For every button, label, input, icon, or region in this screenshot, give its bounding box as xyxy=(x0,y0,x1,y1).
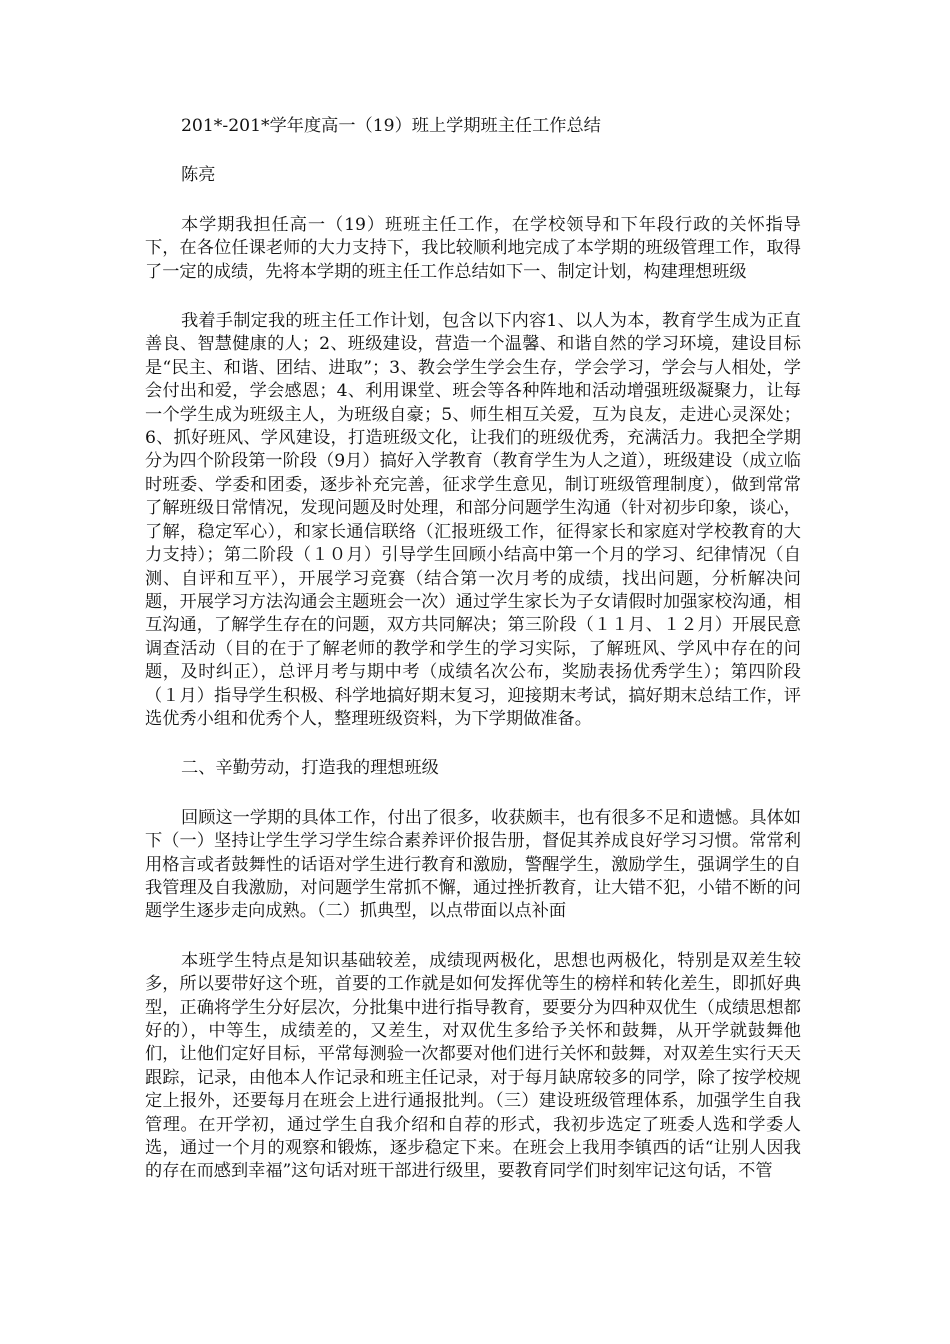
document-page xyxy=(145,115,801,1184)
section-heading-2: 二、辛勤劳动，打造我的理想班级 xyxy=(181,758,439,779)
document-title: 201*-201*学年度高一（19）班上学期班主任工作总结 xyxy=(181,116,601,136)
paragraph-1: 本学期我担任高一（19）班班主任工作，在学校领导和下年段行政的关怀指导下，在各位任课老师的大力支持下，我比较顺利地完成了本学期的班级管理工作，取得了一定的成绩，先将本学期的班主任工作总结如下一、制定计划，构建理想班级 xyxy=(145,214,801,282)
paragraph-2: 我着手制定我的班主任工作计划，包含以下内容1、以人为本，教育学生成为正直善良、智慧健康的人；2、班级建设，营造一个温馨、和谐自然的学习环境，建设目标是“民主、和谐、团结、进取”；3、教会学生学会生存，学会学习，学会与人相处，学会付出和爱，学会感恩；4、利用课堂、班会等各种阵地和活动增强班级凝聚力，让每一个学生成为班级主人，为班级自豪；5、师生相互关爱，互为良友，走进心灵深处；6、抓好班风、学风建设，打造班级文化，让我们的班级优秀，充满活力。我把全学期分为四个阶段第一阶段（9月）搞好入学教育（教育学生为人之道），班级建设（成立临时班委、学委和团委，逐步补充完善，征求学生意见，制订班级管理制度），做到常常了解班级日常情况，发现问题及时处理，和部分问题学生沟通（针对初步印象，谈心，了解，稳定军心），和家长通信联络（汇报班级工作，征得家长和家庭对学校教育的大力支持）；第二阶段（１０月）引导学生回顾小结高中第一个月的学习、纪律情况（自测、自评和互平），开展学习竞赛（结合第一次月考的成绩，找出问题，分析解决问题，开展学习方法沟通会主题班会一次）通过学生家长为子女请假时加强家校沟通，相互沟通，了解学生存在的问题，双方共同解决；第三阶段（１１月、１２月）开展民意调查活动（目的在于了解老师的教学和学生的学习实际，了解班风、学风中存在的问题，及时纠正），总评月考与期中考（成绩名次公布，奖励表扬优秀学生）；第四阶段（１月）指导学生积极、科学地搞好期末复习，迎接期末考试，搞好期末总结工作，评选优秀小组和优秀个人，整理班级资料，为下学期做准备。 xyxy=(145,311,801,729)
document-author: 陈亮 xyxy=(181,165,216,186)
paragraph-3: 回顾这一学期的具体工作，付出了很多，收获颇丰，也有很多不足和遗憾。具体如下（一）坚持让学生学习学生综合素养评价报告册，督促其养成良好学习习惯。常常利用格言或者鼓舞性的话语对学生进行教育和激励，警醒学生，激励学生，强调学生的自我管理及自我激励，对问题学生常抓不懈，通过挫折教育，让大错不犯，小错不断的问题学生逐步走向成熟。（二）抓典型，以点带面以点补面 xyxy=(145,807,801,922)
paragraph-4: 本班学生特点是知识基础较差，成绩现两极化，思想也两极化，特别是双差生较多，所以要带好这个班，首要的工作就是如何发挥优等生的榜样和转化差生，即抓好典型，正确将学生分好层次，分批集中进行指导教育，要要分为四种双优生（成绩思想都好的），中等生，成绩差的，又差生，对双优生多给予关怀和鼓舞，从开学就鼓舞他们，让他们定好目标，平常每测验一次都要对他们进行关怀和鼓舞，对双差生实行天天跟踪，记录，由他本人作记录和班主任记录，对于每月缺席较多的同学，除了按学校规定上报外，还要每月在班会上进行通报批判。（三）建设班级管理体系，加强学生自我管理。在开学初，通过学生自我介绍和自荐的形式，我初步选定了班委人选和学委人选，通过一个月的观察和锻炼，逐步稳定下来。在班会上我用李镇西的话“让别人因我的存在而感到幸福”这句话对班干部进行级里，要教育同学们时刻牢记这句话，不管 xyxy=(145,950,801,1182)
